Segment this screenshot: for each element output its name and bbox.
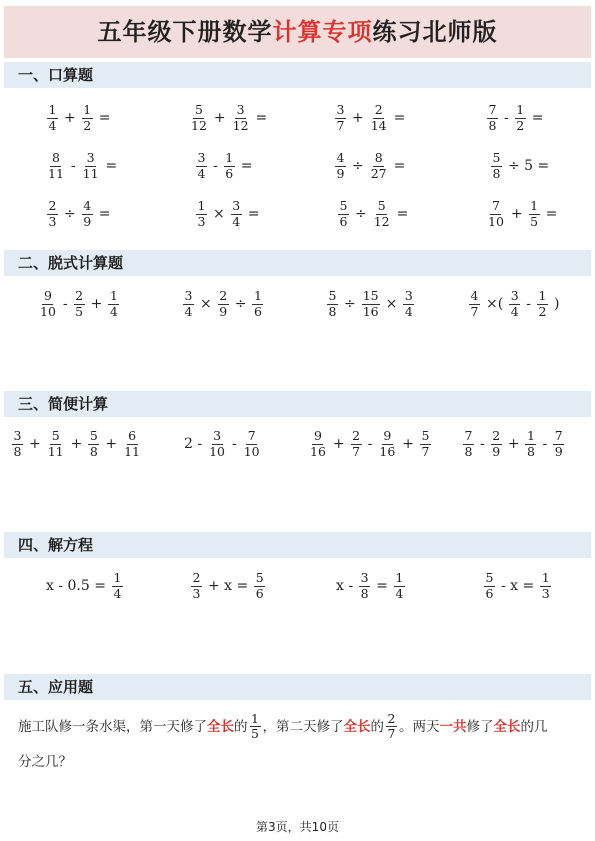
- operator: ×: [213, 206, 225, 222]
- expression: [333, 146, 409, 186]
- fraction: [463, 429, 474, 459]
- equation-row: [0, 566, 595, 606]
- fraction-denominator: 4: [232, 213, 241, 229]
- fraction-numerator: 5: [89, 428, 98, 444]
- expression: [45, 98, 114, 138]
- fraction: [243, 429, 261, 459]
- fraction-numerator: 3: [404, 288, 413, 304]
- operator: -: [70, 158, 76, 174]
- fraction-denominator: 16: [379, 443, 396, 459]
- fraction-numerator: 1: [253, 288, 262, 304]
- oral-row-1: [0, 98, 595, 138]
- operator: ÷: [344, 296, 356, 312]
- fraction: [82, 103, 93, 133]
- fraction-denominator: 8: [464, 443, 473, 459]
- expression: [482, 566, 553, 606]
- fraction-denominator: 3: [48, 213, 57, 229]
- operator: - x =: [501, 578, 535, 594]
- fraction-denominator: 11: [48, 165, 64, 181]
- fraction-denominator: 7: [421, 443, 430, 459]
- fraction: [491, 151, 502, 181]
- fraction-numerator: 1: [251, 711, 259, 726]
- operator: -: [62, 296, 68, 312]
- fraction-numerator: 7: [247, 428, 256, 444]
- fraction: [370, 103, 388, 133]
- fraction-numerator: 3: [232, 198, 241, 214]
- fraction-numerator: 5: [421, 428, 430, 444]
- fraction: [309, 429, 327, 459]
- fraction-numerator: 3: [13, 428, 22, 444]
- expression: [194, 194, 263, 234]
- fraction-numerator: 1: [83, 102, 92, 118]
- expression: [10, 424, 143, 464]
- fraction: [252, 289, 263, 319]
- fraction-numerator: 6: [128, 428, 137, 444]
- title-part-3: 练习北师版: [372, 18, 498, 46]
- fraction-numerator: 4: [470, 288, 479, 304]
- fraction-numerator: 2: [374, 102, 383, 118]
- fraction: [112, 571, 123, 601]
- expression: [461, 424, 566, 464]
- title-highlight: 计算专项: [272, 18, 373, 46]
- fraction: [469, 289, 480, 319]
- fraction: [123, 429, 141, 459]
- fraction-denominator: 6: [339, 213, 348, 229]
- expression: [333, 98, 409, 138]
- stepwise-row: [0, 284, 595, 324]
- fraction-denominator: 10: [243, 443, 260, 459]
- fraction-denominator: 9: [83, 213, 92, 229]
- operator: +: [402, 436, 415, 452]
- fraction: [362, 289, 380, 319]
- section-header-equation: 四、解方程: [4, 532, 591, 558]
- fraction-numerator: 4: [83, 198, 92, 214]
- fraction: [351, 429, 362, 459]
- operator: ÷: [352, 158, 364, 174]
- fraction-denominator: 7: [352, 443, 361, 459]
- fraction: [82, 151, 100, 181]
- expression: [467, 284, 563, 324]
- fraction: [190, 103, 208, 133]
- fraction-denominator: 12: [191, 117, 207, 133]
- fraction-denominator: 6: [255, 585, 264, 601]
- fraction: [108, 289, 119, 319]
- expression: [181, 284, 265, 324]
- fraction-numerator: 9: [43, 288, 52, 304]
- oral-row-2: [0, 146, 595, 186]
- fraction-numerator: 7: [488, 102, 497, 118]
- operator: +: [29, 436, 41, 452]
- problem-text: 。两天: [399, 718, 440, 735]
- operator: =: [531, 110, 544, 126]
- fraction: [537, 289, 548, 319]
- expression: [489, 146, 553, 186]
- problem-text: 施工队修一条水渠，第一天修了: [18, 718, 207, 735]
- fraction: [373, 199, 391, 229]
- fraction-numerator: 5: [492, 150, 501, 166]
- fraction-numerator: 1: [526, 428, 535, 444]
- fraction-denominator: 4: [48, 117, 57, 133]
- fraction: [359, 571, 370, 601]
- fraction-denominator: 6: [225, 165, 234, 181]
- fraction: [378, 429, 396, 459]
- fraction-denominator: 10: [488, 213, 504, 229]
- fraction-numerator: 1: [395, 570, 404, 586]
- fraction-denominator: 5: [530, 213, 539, 229]
- fraction: [394, 571, 405, 601]
- expression: [37, 284, 121, 324]
- fraction-denominator: 16: [310, 443, 326, 459]
- fraction-numerator: 9: [313, 428, 322, 444]
- operator: +: [507, 436, 520, 452]
- fraction-denominator: 11: [47, 443, 64, 459]
- operator: =: [240, 158, 253, 174]
- page-footer: 第3页，共10页: [256, 820, 339, 834]
- fraction-denominator: 14: [370, 117, 387, 133]
- operator: =: [376, 578, 388, 594]
- operator: +: [352, 110, 364, 126]
- fraction: [420, 429, 431, 459]
- fraction-numerator: 8: [374, 150, 383, 166]
- fraction-numerator: 1: [541, 570, 550, 586]
- section-header-word-problem: 五、应用题: [4, 674, 591, 700]
- simplify-row: [0, 424, 595, 464]
- fraction-denominator: 11: [124, 443, 141, 459]
- highlight-text: 全长: [207, 718, 234, 735]
- fraction: [232, 103, 250, 133]
- fraction: [487, 103, 498, 133]
- fraction-numerator: 3: [360, 570, 369, 586]
- fraction: [386, 712, 397, 742]
- fraction-denominator: 9: [219, 303, 228, 319]
- fraction-denominator: 3: [192, 585, 201, 601]
- fraction: [39, 289, 57, 319]
- section-header-simplify: 三、简便计算: [4, 391, 591, 417]
- fraction: [335, 103, 346, 133]
- operator: ×: [200, 296, 212, 312]
- operator: +: [213, 110, 226, 126]
- fraction-denominator: 8: [492, 165, 501, 181]
- operator: =: [396, 206, 409, 222]
- problem-text: 的: [370, 718, 384, 735]
- operator: -: [480, 436, 485, 452]
- operator: x - 0.5 =: [46, 578, 106, 594]
- expression: [45, 146, 121, 186]
- operator: 2 -: [184, 436, 203, 452]
- fraction-numerator: 2: [492, 428, 501, 444]
- operator: x -: [336, 578, 354, 594]
- fraction: [540, 571, 551, 601]
- fraction: [254, 571, 265, 601]
- fraction: [250, 712, 261, 742]
- fraction-numerator: 1: [48, 102, 57, 118]
- fraction: [484, 571, 495, 601]
- operator: ÷: [64, 206, 76, 222]
- fraction-numerator: 3: [336, 102, 345, 118]
- fraction: [487, 199, 505, 229]
- expression: [332, 566, 407, 606]
- expression: [189, 566, 267, 606]
- fraction: [327, 289, 338, 319]
- problem-text: ，第二天修了: [262, 718, 344, 735]
- section-header-oral: 一、口算题: [4, 62, 591, 88]
- fraction-denominator: 5: [75, 303, 84, 319]
- operator: =: [545, 206, 558, 222]
- highlight-text: 全长: [343, 718, 371, 735]
- operator: =: [98, 206, 111, 222]
- fraction-numerator: 1: [516, 102, 525, 118]
- fraction: [515, 103, 526, 133]
- fraction: [183, 289, 194, 319]
- fraction: [196, 199, 207, 229]
- fraction: [12, 429, 23, 459]
- fraction: [208, 429, 226, 459]
- fraction-numerator: 8: [51, 150, 60, 166]
- fraction-denominator: 4: [109, 303, 118, 319]
- fraction-numerator: 5: [339, 198, 348, 214]
- expression: [485, 194, 561, 234]
- fraction-denominator: 4: [404, 303, 413, 319]
- fraction-numerator: 5: [51, 428, 60, 444]
- fraction-numerator: 15: [362, 288, 379, 304]
- fraction-numerator: 7: [491, 198, 500, 214]
- fraction-denominator: 2: [83, 117, 92, 133]
- oral-row-3: [0, 194, 595, 234]
- fraction-denominator: 27: [370, 165, 387, 181]
- fraction: [491, 429, 502, 459]
- fraction-denominator: 9: [336, 165, 345, 181]
- page-title: [4, 6, 591, 58]
- fraction-denominator: 10: [209, 443, 225, 459]
- operator: ): [553, 296, 560, 312]
- fraction-denominator: 8: [13, 443, 22, 459]
- problem-text: 的: [234, 718, 248, 735]
- fraction-numerator: 3: [236, 102, 245, 118]
- fraction-numerator: 1: [197, 198, 206, 214]
- fraction-numerator: 1: [225, 150, 234, 166]
- expression: [180, 424, 263, 464]
- operator: ÷: [234, 296, 247, 312]
- fraction-denominator: 5: [251, 726, 259, 742]
- operator: -: [213, 158, 218, 174]
- fraction-denominator: 11: [82, 165, 99, 181]
- fraction-denominator: 8: [488, 117, 497, 133]
- expression: [194, 146, 256, 186]
- fraction: [403, 289, 414, 319]
- fraction-numerator: 3: [197, 150, 206, 166]
- fraction: [47, 429, 65, 459]
- expression: [45, 194, 114, 234]
- fraction-denominator: 6: [253, 303, 262, 319]
- operator: =: [247, 206, 260, 222]
- fraction: [196, 151, 207, 181]
- fraction-numerator: 1: [113, 570, 122, 586]
- fraction-denominator: 4: [395, 585, 404, 601]
- operator: =: [393, 158, 406, 174]
- fraction-numerator: 2: [48, 198, 57, 214]
- fraction: [47, 103, 58, 133]
- fraction-denominator: 7: [470, 303, 479, 319]
- fraction: [82, 199, 93, 229]
- fraction-denominator: 7: [387, 726, 396, 742]
- fraction-denominator: 4: [197, 165, 206, 181]
- fraction-denominator: 12: [232, 117, 249, 133]
- operator: =: [255, 110, 268, 126]
- operator: =: [393, 110, 406, 126]
- operator: ÷ 5 =: [508, 158, 550, 174]
- operator: +: [510, 206, 523, 222]
- fraction-numerator: 7: [464, 428, 473, 444]
- fraction-numerator: 1: [538, 288, 547, 304]
- fraction: [88, 429, 99, 459]
- fraction-denominator: 6: [485, 585, 494, 601]
- fraction-numerator: 5: [255, 570, 264, 586]
- operator: =: [98, 110, 111, 126]
- fraction-numerator: 2: [75, 288, 84, 304]
- fraction-denominator: 16: [362, 303, 379, 319]
- fraction-denominator: 4: [510, 303, 519, 319]
- operator: -: [232, 436, 237, 452]
- fraction-numerator: 1: [530, 198, 539, 214]
- fraction-denominator: 7: [336, 117, 345, 133]
- operator: =: [105, 158, 118, 174]
- problem-text: 分之几？: [18, 754, 72, 770]
- operator: ×(: [486, 296, 504, 312]
- title-part-1: 五年级下册数学: [97, 18, 273, 46]
- fraction: [191, 571, 202, 601]
- fraction-numerator: 1: [109, 288, 118, 304]
- fraction: [525, 429, 536, 459]
- fraction-denominator: 9: [554, 443, 563, 459]
- operator: -: [542, 436, 548, 452]
- word-problem-line-2: [18, 752, 583, 772]
- operator: -: [504, 110, 509, 126]
- operator: +: [332, 436, 345, 452]
- operator: +: [70, 436, 83, 452]
- operator: +: [105, 436, 118, 452]
- operator: + x =: [208, 578, 249, 594]
- expression: [307, 424, 433, 464]
- word-problem-line-1: [18, 712, 583, 742]
- fraction-denominator: 8: [328, 303, 337, 319]
- fraction-denominator: 3: [197, 213, 206, 229]
- fraction-numerator: 4: [336, 150, 345, 166]
- operator: -: [367, 436, 373, 452]
- fraction-denominator: 2: [516, 117, 525, 133]
- operator: ÷: [355, 206, 367, 222]
- fraction-numerator: 5: [194, 102, 203, 118]
- fraction: [47, 199, 58, 229]
- expression: [188, 98, 271, 138]
- fraction-denominator: 8: [360, 585, 369, 601]
- fraction-numerator: 2: [387, 711, 396, 726]
- fraction-numerator: 3: [213, 428, 222, 444]
- expression: [42, 566, 125, 606]
- fraction-denominator: 8: [89, 443, 98, 459]
- problem-text: 的几: [520, 718, 548, 735]
- fraction-numerator: 3: [86, 150, 95, 166]
- fraction: [509, 289, 520, 319]
- fraction-numerator: 3: [184, 288, 193, 304]
- expression: [336, 194, 412, 234]
- fraction-denominator: 4: [184, 303, 193, 319]
- fraction-numerator: 5: [377, 198, 386, 214]
- fraction-denominator: 9: [492, 443, 501, 459]
- operator: -: [526, 296, 531, 312]
- fraction-denominator: 12: [373, 213, 390, 229]
- highlight-text: 全长: [493, 718, 521, 735]
- fraction: [224, 151, 235, 181]
- operator: +: [64, 110, 76, 126]
- fraction: [47, 151, 65, 181]
- operator: ×: [385, 296, 398, 312]
- fraction-numerator: 3: [510, 288, 519, 304]
- fraction-numerator: 2: [192, 570, 201, 586]
- fraction-denominator: 2: [538, 303, 547, 319]
- fraction-numerator: 7: [554, 428, 563, 444]
- fraction-denominator: 10: [40, 303, 56, 319]
- fraction: [335, 151, 346, 181]
- fraction-denominator: 3: [541, 585, 550, 601]
- fraction: [529, 199, 540, 229]
- fraction-numerator: 2: [352, 428, 361, 444]
- fraction: [74, 289, 85, 319]
- operator: +: [90, 296, 103, 312]
- expression: [325, 284, 416, 324]
- fraction: [338, 199, 349, 229]
- fraction-denominator: 4: [113, 585, 122, 601]
- fraction-numerator: 9: [383, 428, 392, 444]
- highlight-text: 一共: [439, 718, 467, 735]
- fraction: [231, 199, 242, 229]
- fraction-numerator: 5: [485, 570, 494, 586]
- expression: [485, 98, 547, 138]
- section-header-stepwise: 二、脱式计算题: [4, 250, 591, 276]
- fraction-numerator: 5: [328, 288, 337, 304]
- fraction: [370, 151, 388, 181]
- problem-text: 修了: [466, 718, 494, 735]
- fraction: [218, 289, 229, 319]
- fraction-numerator: 2: [219, 288, 228, 304]
- fraction: [553, 429, 564, 459]
- fraction-denominator: 8: [526, 443, 535, 459]
